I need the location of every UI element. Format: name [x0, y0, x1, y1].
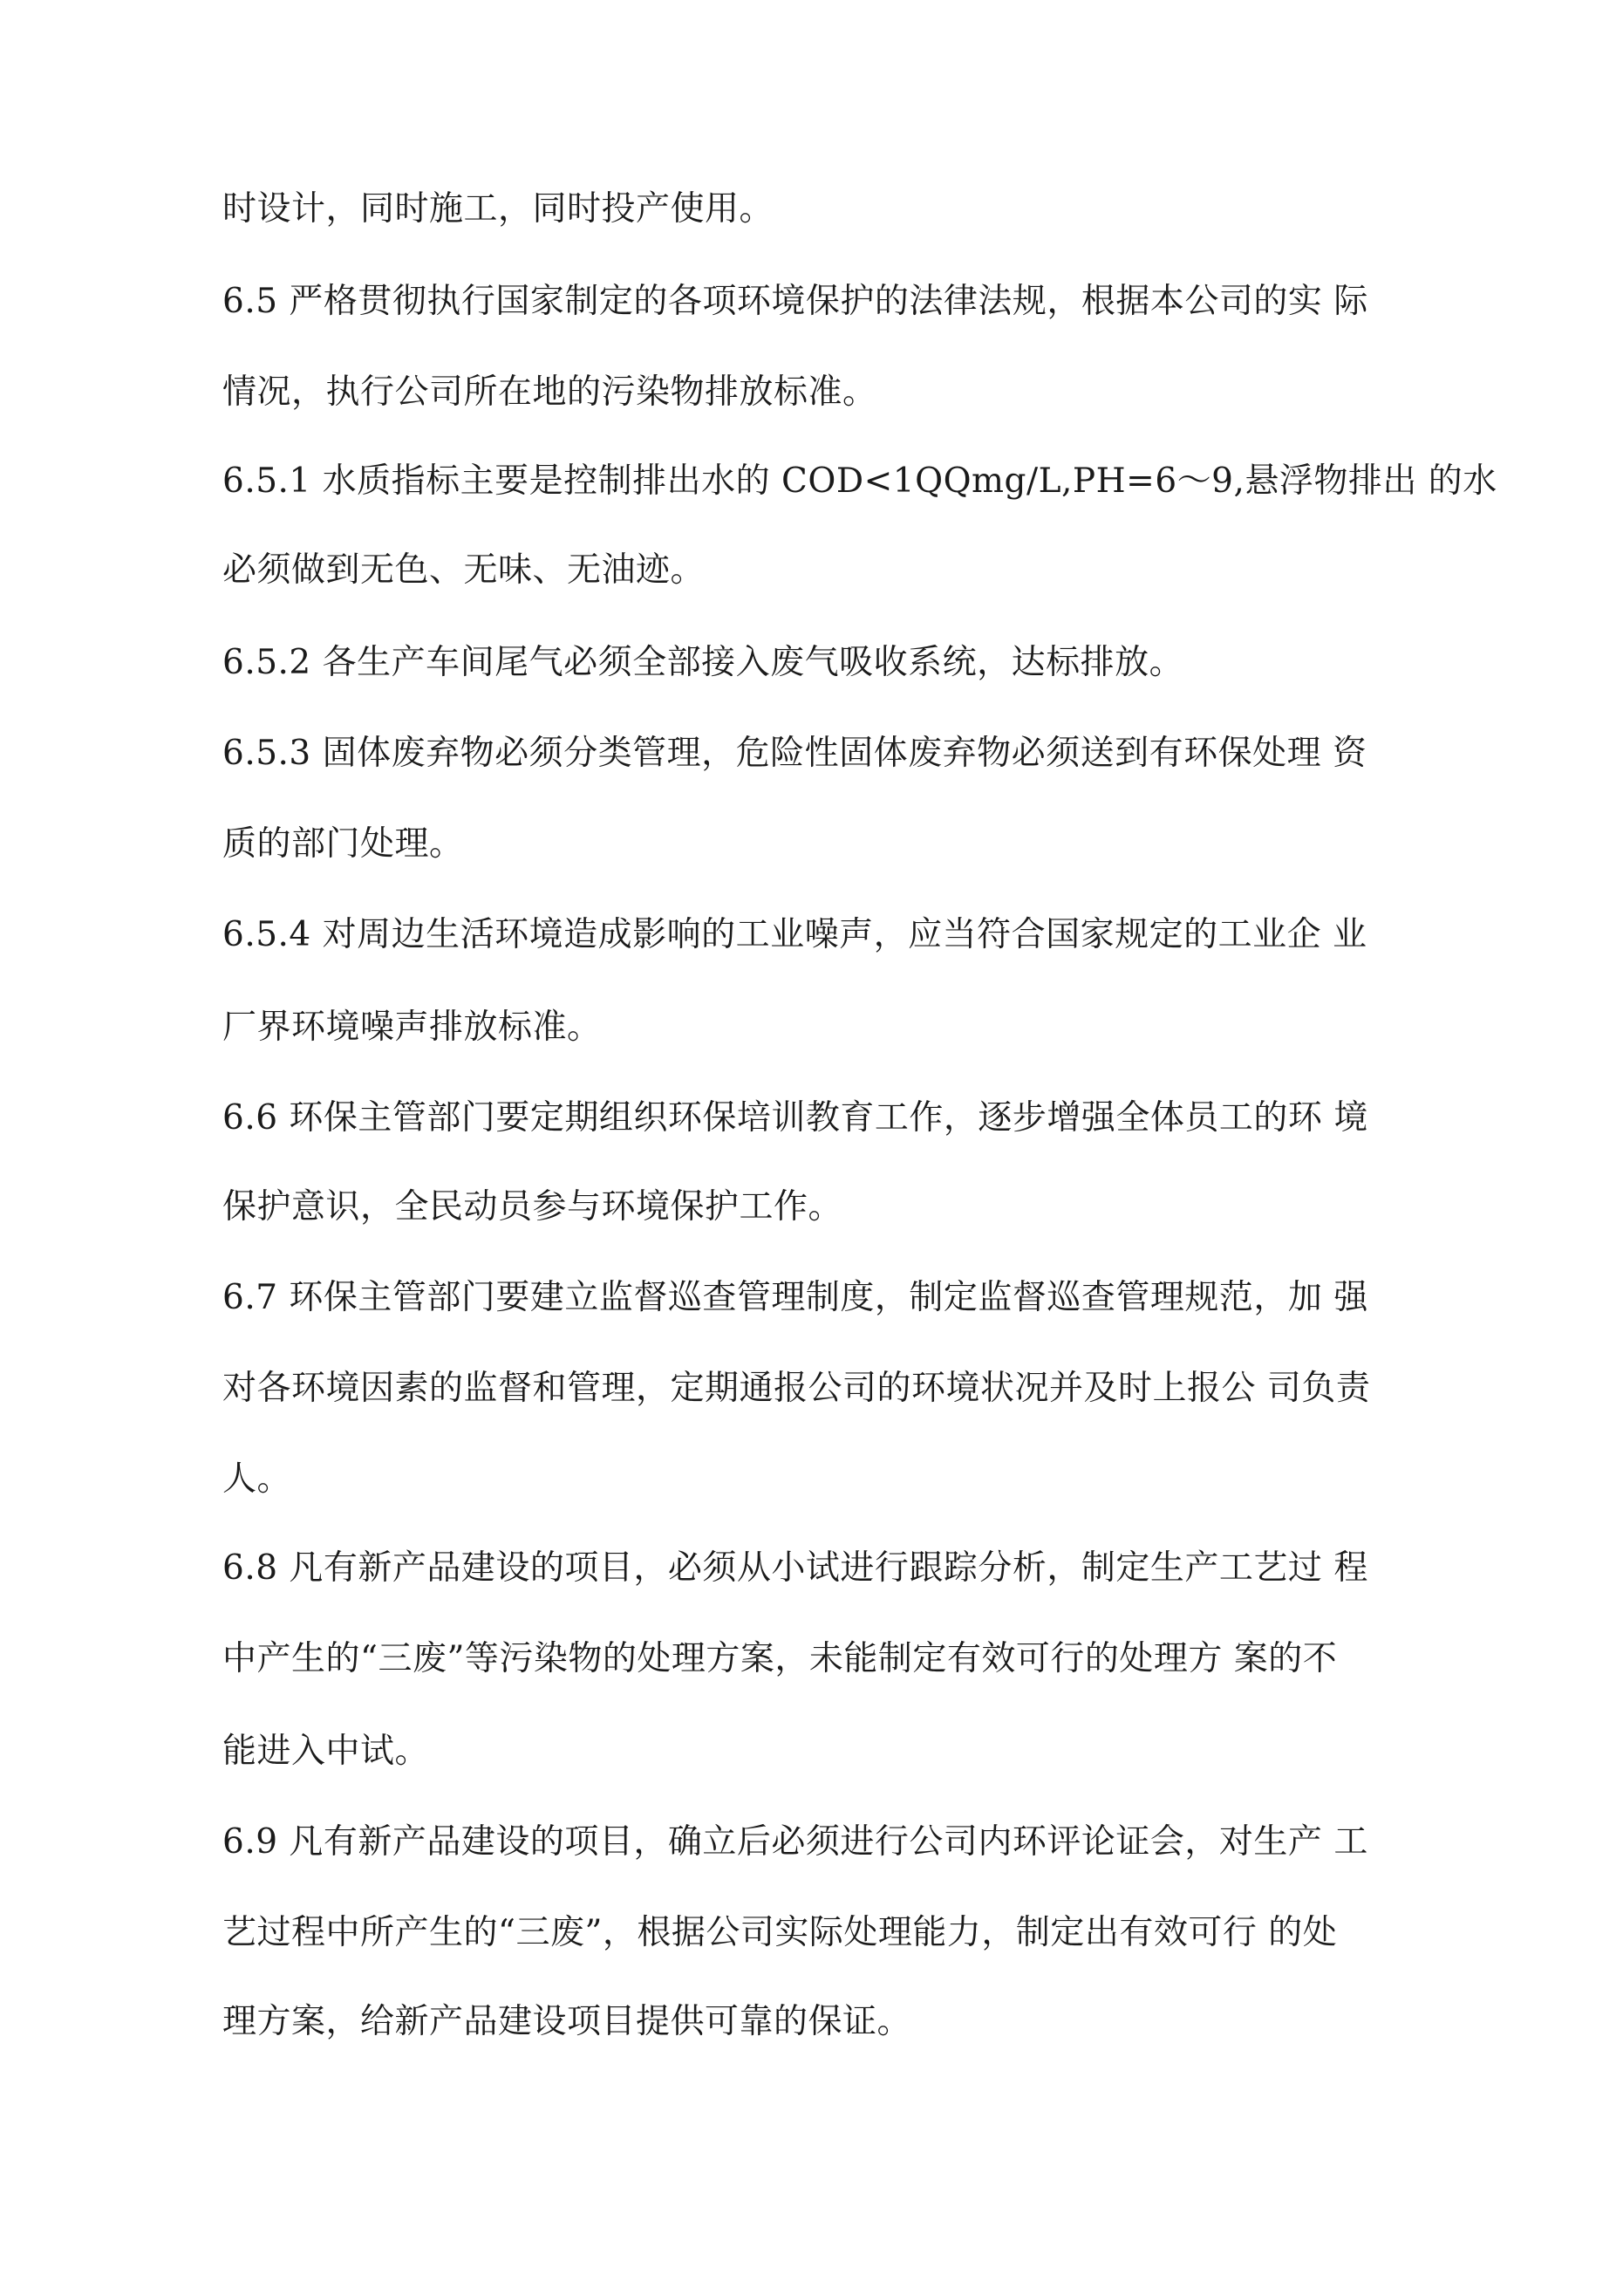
- text-line: 6.5.2 各生产车间尾气必须全部接入废气吸收系统，达标排放。: [222, 643, 1184, 682]
- text-line: 6.8 凡有新产品建设的项目，必须从小试进行跟踪分析，制定生产工艺过 程: [222, 1548, 1368, 1588]
- text-line: 6.9 凡有新产品建设的项目，确立后必须进行公司内环评论证会，对生产 工: [222, 1822, 1368, 1862]
- text-line: 艺过程中所产生的“三废”，根据公司实际处理能力，制定出有效可行 的处: [222, 1913, 1338, 1952]
- text-line: 6.6 环保主管部门要定期组织环保培训教育工作，逐步增强全体员工的环 境: [222, 1098, 1368, 1138]
- text-line: 保护意识，全民动员参与环境保护工作。: [222, 1187, 843, 1227]
- text-line: 6.5.4 对周边生活环境造成影响的工业噪声，应当符合国家规定的工业企 业: [222, 915, 1367, 954]
- text-line: 6.5.3 固体废弃物必须分类管理，危险性固体废弃物必须送到有环保处理 资: [222, 734, 1367, 773]
- text-line: 情况，执行公司所在地的污染物排放标准。: [222, 372, 877, 412]
- text-line: 理方案，给新产品建设项目提供可靠的保证。: [222, 2002, 912, 2041]
- text-line: 6.5.1 水质指标主要是控制排出水的 COD<1QQmg/L,PH=6〜9,悬浮物排出 的水: [222, 461, 1497, 501]
- text-line: 6.7 环保主管部门要建立监督巡查管理制度，制定监督巡查管理规范，加 强: [222, 1278, 1368, 1317]
- text-line: 6.5 严格贯彻执行国家制定的各项环境保护的法律法规，根据本公司的实 际: [222, 282, 1368, 321]
- text-line: 能进入中试。: [222, 1732, 430, 1771]
- text-line: 必须做到无色、无味、无油迹。: [222, 550, 706, 590]
- text-line: 人。: [222, 1459, 292, 1499]
- text-line: 对各环境因素的监督和管理，定期通报公司的环境状况并及时上报公 司负责: [222, 1369, 1371, 1408]
- text-line: 厂界环境噪声排放标准。: [222, 1008, 602, 1047]
- text-line: 时设计，同时施工，同时投产使用。: [222, 189, 774, 229]
- text-line: 质的部门处理。: [222, 824, 464, 864]
- text-line: 中产生的“三废”等污染物的处理方案，未能制定有效可行的处理方 案的不: [222, 1639, 1338, 1678]
